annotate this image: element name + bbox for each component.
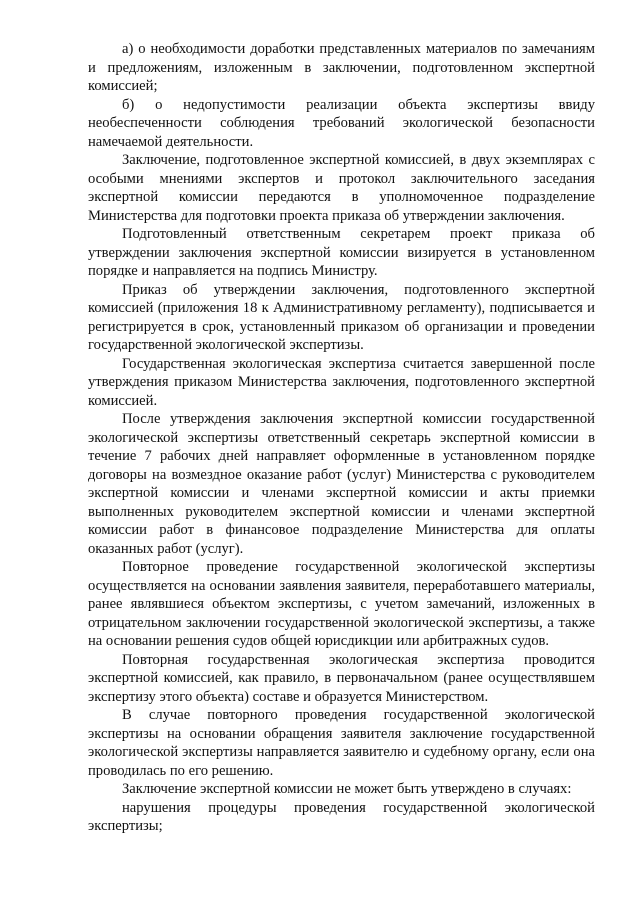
paragraph: Государственная экологическая экспертиза считается завершенной после утверждения приказом Министерства заключения, подготовленного экспертной комиссией.: [88, 355, 595, 409]
document-body: [88, 40, 595, 836]
paragraph-item-b: б) о недопустимости реализации объекта экспертизы ввиду необеспеченности соблюдения требований экологической безопасности намечаемой деятельности.: [88, 96, 595, 150]
paragraph: Подготовленный ответственным секретарем проект приказа об утверждении заключения экспертной комиссии визируется в установленном порядке и направляется на подпись Министру.: [88, 226, 595, 279]
paragraph: После утверждения заключения экспертной комиссии государственной экологической экспертизы ответственный секретарь экспертной комиссии в течение 7 рабочих дней направляет оформленные в установленном порядке договоры на возмездное оказание работ (услуг) Министерства с руководителем экспертной комиссии и членами экспертной комиссии и акты приемки выполненных руководителем экспертной комиссии и членами экспертной комиссии работ в финансовое подразделение Министерства для оплаты оказанных работ (услуг).: [88, 411, 595, 557]
paragraph: Приказ об утверждении заключения, подготовленного экспертной комиссией (приложения 18 к Административному регламенту), подписывается и регистрируется в срок, установленный приказом об организации и проведении государственной экологической экспертизы.: [88, 281, 595, 353]
paragraph: Заключение экспертной комиссии не может быть утверждено в случаях:: [122, 781, 572, 797]
paragraph: нарушения процедуры проведения государственной экологической экспертизы;: [88, 799, 595, 834]
paragraph: Повторное проведение государственной экологической экспертизы осуществляется на основании заявления заявителя, переработавшего материалы, ранее являвшиеся объектом экспертизы, с учетом замечаний, изложенных в отрицательном заключении государственной экологической экспертизы, а также на основании решения судов общей юрисдикции или арбитражных судов.: [88, 559, 595, 649]
paragraph: Заключение, подготовленное экспертной комиссией, в двух экземплярах с особыми мнениями экспертов и протокол заключительного заседания экспертной комиссии передаются в уполномоченное подразделение Министерства для подготовки проекта приказа об утверждении заключения.: [88, 152, 595, 224]
paragraph: В случае повторного проведения государственной экологической экспертизы на основании обращения заявителя заключение государственной экологической экспертизы направляется заявителю и судебному органу, если она проводилась по его решению.: [88, 707, 595, 779]
paragraph: Повторная государственная экологическая экспертиза проводится экспертной комиссией, как правило, в первоначальном (ранее осуществлявшем экспертизу этого объекта) составе и образуется Министерством.: [88, 651, 595, 705]
paragraph-item-a: а) о необходимости доработки представленных материалов по замечаниям и предложениям, изложенным в заключении, подготовленном экспертной комиссией;: [88, 41, 595, 94]
